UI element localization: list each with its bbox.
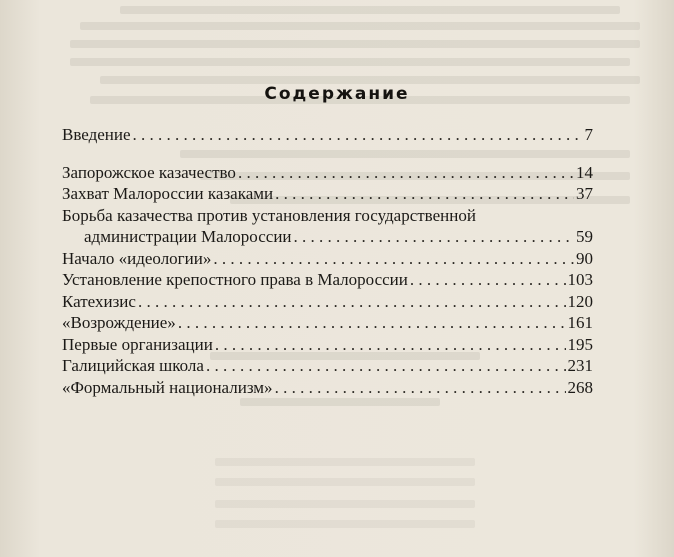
dot-leader	[178, 312, 566, 334]
toc-entry-label: Галицийская школа	[62, 356, 204, 375]
toc-entry-label: Первые организации	[62, 334, 213, 354]
toc-entry-page: 120	[567, 291, 593, 311]
dot-leader	[410, 269, 566, 291]
toc-entry-label-line1: Борьба казачества против установления государственной	[62, 205, 476, 225]
toc-entry[interactable]	[62, 312, 593, 334]
dot-leader	[275, 377, 566, 399]
toc-entry-page: 59	[576, 227, 593, 246]
toc-entry-page: 195	[567, 334, 593, 354]
toc-entry-label: Запорожское казачество	[62, 162, 236, 182]
toc-entry-page: 231	[567, 356, 593, 375]
toc-entry[interactable]	[62, 162, 593, 184]
toc-entry-page: 103	[567, 270, 593, 289]
dot-leader	[206, 355, 566, 377]
dot-leader	[215, 334, 566, 356]
toc-entry-page: 161	[567, 313, 593, 332]
toc-entry[interactable]	[62, 183, 593, 205]
toc-heading: Содержание	[264, 84, 410, 104]
toc-entry-label: Начало «идеологии»	[62, 248, 212, 268]
toc-entry[interactable]	[62, 291, 593, 313]
dot-leader	[213, 248, 574, 270]
toc-entry-label: «Формальный национализм»	[62, 377, 273, 397]
toc-entry-label: Введение	[62, 125, 131, 144]
toc-entry-label: администрации Малороссии	[84, 227, 292, 246]
dot-leader	[294, 226, 574, 248]
toc-entry[interactable]	[62, 334, 593, 356]
toc-entry[interactable]	[62, 377, 593, 399]
toc-entry-label: Установление крепостного права в Малороссии	[62, 270, 408, 289]
dot-leader	[238, 162, 574, 184]
dot-leader	[133, 124, 583, 146]
toc-entry-page: 37	[576, 184, 593, 203]
toc-entry-page: 268	[567, 377, 593, 397]
dot-leader	[138, 291, 566, 313]
toc-entry[interactable]	[62, 248, 593, 270]
toc-entry-page: 90	[576, 248, 593, 268]
toc-entry-multiline[interactable]	[62, 205, 593, 248]
toc-entry-label: Захват Малороссии казаками	[62, 184, 274, 203]
toc-entry-intro[interactable]	[62, 124, 593, 146]
table-of-contents	[62, 124, 593, 398]
toc-entry-label: Катехизис	[62, 291, 136, 311]
toc-entry[interactable]	[62, 355, 593, 377]
toc-entry-page: 14	[576, 162, 593, 182]
toc-entry-page: 7	[584, 125, 593, 144]
toc-entry-label: «Возрождение»	[62, 313, 176, 332]
dot-leader	[275, 183, 574, 205]
toc-entry[interactable]	[62, 269, 593, 291]
